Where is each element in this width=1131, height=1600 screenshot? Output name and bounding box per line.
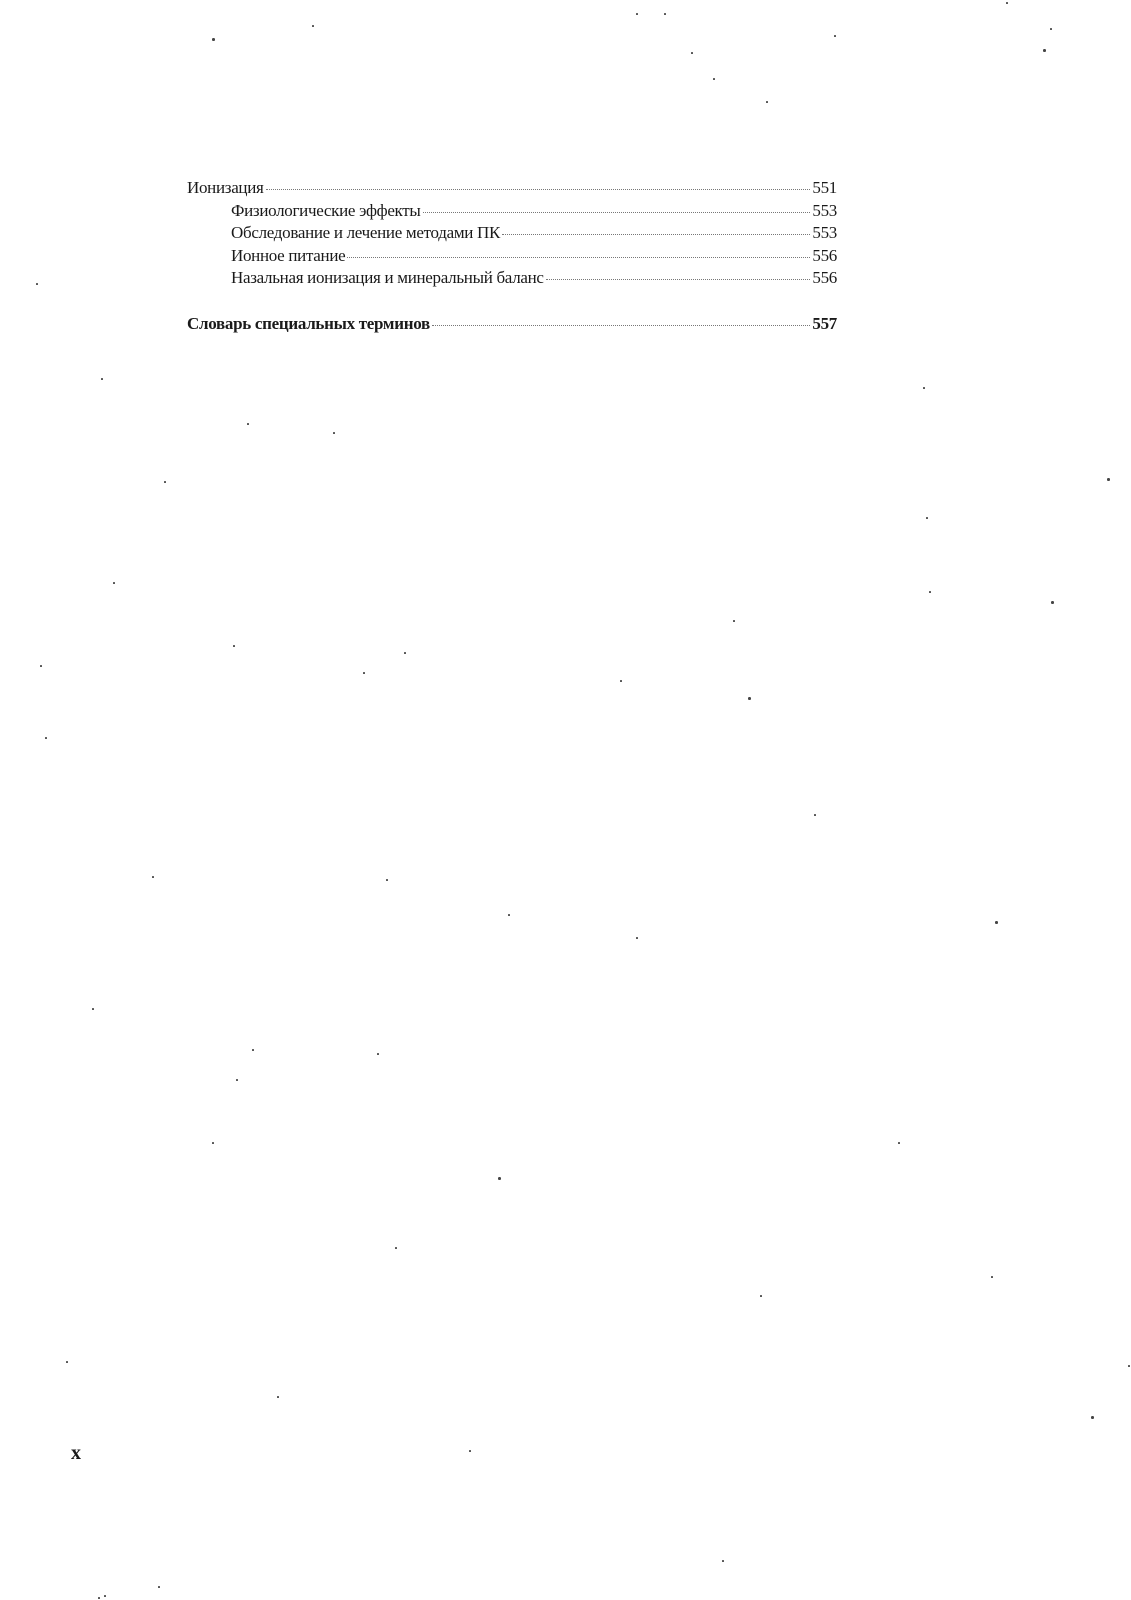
scan-speck	[236, 1079, 238, 1081]
scan-speck	[991, 1276, 993, 1278]
scan-speck	[92, 1008, 94, 1010]
scan-speck	[1051, 601, 1054, 604]
scan-speck	[1091, 1416, 1094, 1419]
scan-speck	[1043, 49, 1046, 52]
scan-speck	[152, 876, 154, 878]
toc-entry-page: 557	[812, 313, 837, 333]
toc-entry-title: Физиологические эффекты	[231, 200, 421, 220]
scan-speck	[620, 680, 622, 682]
scan-speck	[636, 937, 638, 939]
scan-speck	[691, 52, 693, 54]
scan-speck	[312, 25, 314, 27]
scan-speck	[158, 1586, 160, 1588]
scan-speck	[508, 914, 510, 916]
scan-speck	[395, 1247, 397, 1249]
toc-entry-title: Словарь специальных терминов	[187, 313, 430, 333]
toc-dot-leader	[423, 212, 811, 213]
toc-dot-leader	[266, 189, 811, 190]
scan-speck	[926, 517, 928, 519]
scan-speck	[929, 591, 931, 593]
toc-entry-title: Назальная ионизация и минеральный баланс	[231, 268, 544, 287]
scan-speck	[212, 1142, 214, 1144]
scan-speck	[898, 1142, 900, 1144]
scan-speck	[45, 737, 47, 739]
scan-speck	[212, 38, 215, 41]
toc-dot-leader	[347, 257, 810, 258]
scan-speck	[101, 378, 103, 380]
scan-speck	[469, 1450, 471, 1452]
toc-entry	[187, 178, 837, 201]
scan-speck	[104, 1595, 106, 1597]
scan-speck	[766, 101, 768, 103]
table-of-contents	[187, 178, 837, 336]
scan-speck	[247, 423, 249, 425]
scan-speck	[814, 814, 816, 816]
scan-speck	[36, 283, 38, 285]
scan-speck	[1006, 2, 1008, 4]
toc-entry-title: Ионное питание	[231, 245, 346, 265]
toc-entry-page: 556	[812, 268, 837, 287]
toc-dot-leader	[502, 234, 810, 235]
scan-speck	[1050, 28, 1052, 30]
scan-speck	[66, 1361, 68, 1363]
toc-entry-page: 553	[812, 223, 837, 242]
toc-subentry	[187, 246, 837, 269]
scan-speck	[733, 620, 735, 622]
scan-speck	[722, 1560, 724, 1562]
scan-speck	[333, 432, 335, 434]
scan-speck	[252, 1049, 254, 1051]
scan-speck	[1128, 1365, 1130, 1367]
scan-speck	[664, 13, 666, 15]
toc-entry-title: Обследование и лечение методами ПК	[231, 223, 501, 242]
scan-speck	[277, 1396, 279, 1398]
toc-entry-page: 556	[812, 245, 837, 265]
toc-dot-leader	[546, 279, 811, 280]
scan-speck	[748, 697, 751, 700]
scan-speck	[498, 1177, 501, 1180]
scan-speck	[1107, 478, 1110, 481]
scan-speck	[40, 665, 42, 667]
scan-speck	[113, 582, 115, 584]
scan-speck	[377, 1053, 379, 1055]
toc-entry-title: Ионизация	[187, 178, 264, 197]
scan-speck	[995, 921, 998, 924]
toc-entry-page: 553	[812, 200, 837, 220]
page-number: x	[71, 1442, 81, 1464]
toc-subentry	[187, 268, 837, 291]
toc-subentry	[187, 223, 837, 246]
scan-speck	[98, 1597, 100, 1599]
scan-speck	[404, 652, 406, 654]
toc-dot-leader	[432, 325, 811, 326]
scan-speck	[923, 387, 925, 389]
toc-subentry	[187, 201, 837, 224]
scan-speck	[834, 35, 836, 37]
scan-speck	[760, 1295, 762, 1297]
scan-speck	[713, 78, 715, 80]
scan-speck	[636, 13, 638, 15]
toc-entry	[187, 314, 837, 337]
scan-speck	[233, 645, 235, 647]
scan-speck	[386, 879, 388, 881]
scan-speck	[363, 672, 365, 674]
toc-entry-page: 551	[812, 178, 837, 197]
scan-speck	[164, 481, 166, 483]
